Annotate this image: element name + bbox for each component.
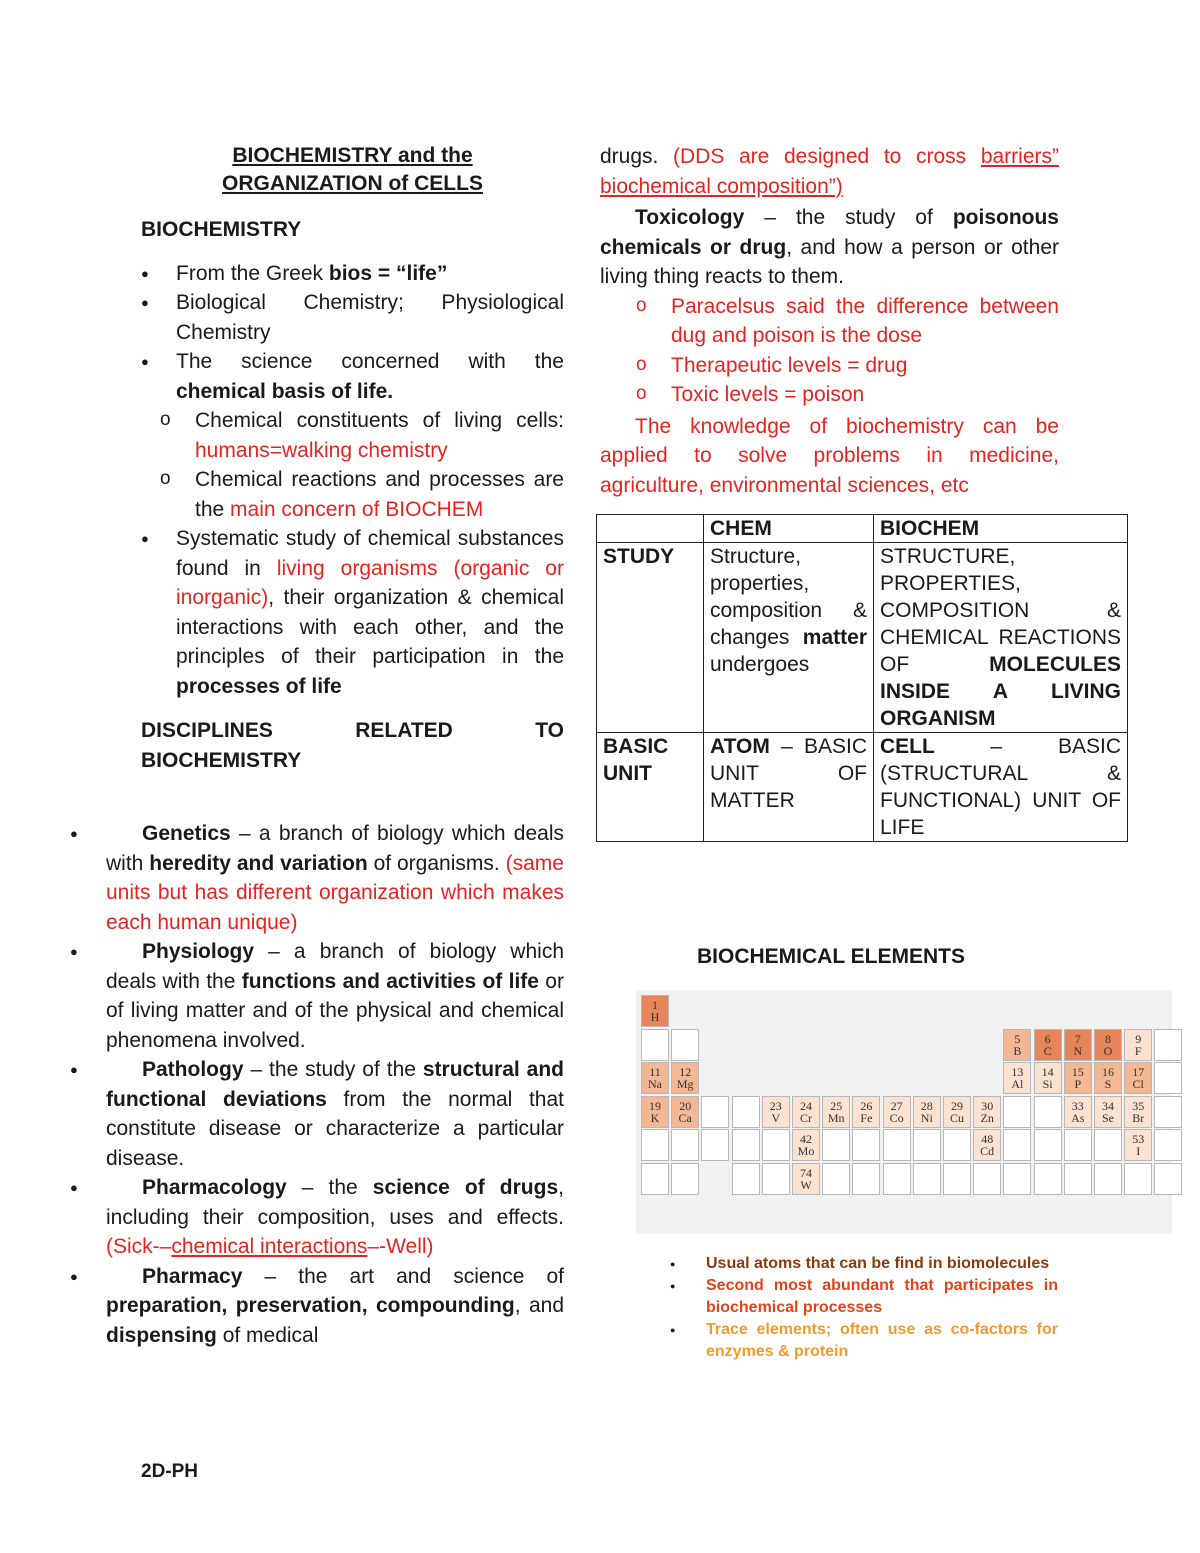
atomic-number: 13 (1011, 1065, 1024, 1079)
element-cell-empty (641, 1163, 669, 1195)
atomic-number: 25 (830, 1098, 843, 1113)
list-item: ● Systematic study of chemical substances found in living organisms (organic or inorganic), their organization & chemical interactions with each other, and the principles of their participation in the processes of life (141, 524, 564, 701)
element-symbol: Cr (800, 1110, 812, 1125)
element-cell-o (1094, 1029, 1122, 1061)
element-cell-empty (732, 1129, 760, 1161)
element-cell-empty (913, 1129, 941, 1161)
element-cell-c (1034, 1029, 1062, 1061)
element-cell-cr (792, 1096, 820, 1128)
element-symbol: N (1073, 1043, 1083, 1058)
row-label-basic-unit: BASIC UNIT (597, 733, 704, 842)
element-symbol: Zn (980, 1110, 994, 1125)
element-symbol: Ca (678, 1110, 692, 1125)
biochemistry-list-2 (141, 524, 564, 701)
toxicology-sublist (600, 292, 1059, 410)
row-label-study: STUDY (597, 543, 704, 733)
element-cell-empty (671, 1029, 699, 1061)
element-cell-empty (1034, 1163, 1062, 1195)
discipline-pharmacy: ● Pharmacy – the art and science of preparation, preservation, compounding, and dispensing of medical (106, 1262, 564, 1351)
element-symbol: O (1103, 1043, 1113, 1058)
element-cell-empty (1124, 1163, 1152, 1195)
legend-item: ● Usual atoms that can be find in biomolecules (670, 1253, 1058, 1275)
title-line-2: ORGANIZATION of CELLS (222, 172, 483, 195)
atomic-number: 16 (1102, 1065, 1114, 1079)
element-cell-empty (943, 1163, 971, 1195)
element-cell-empty (883, 1163, 911, 1195)
atomic-number: 74 (800, 1165, 812, 1180)
element-symbol: F (1134, 1043, 1142, 1058)
element-cell-empty (641, 1129, 669, 1161)
element-symbol: H (650, 1010, 660, 1024)
list-item: ● Biological Chemistry; Physiological Chemistry (141, 288, 564, 347)
element-cell-empty (1154, 1062, 1182, 1094)
document-title (141, 142, 564, 198)
element-symbol: Si (1042, 1077, 1053, 1091)
element-cell-empty (732, 1096, 760, 1128)
element-cell-f (1124, 1029, 1152, 1061)
table-row (597, 543, 1128, 733)
element-cell-empty (701, 1096, 729, 1128)
elements-legend (670, 1253, 1058, 1363)
atomic-number: 17 (1132, 1065, 1145, 1079)
atomic-number: 12 (679, 1065, 692, 1079)
element-cell-al (1003, 1062, 1031, 1094)
element-cell-empty (1154, 1163, 1182, 1195)
element-cell-empty (641, 1029, 669, 1061)
element-symbol: Br (1132, 1110, 1145, 1125)
element-cell-empty (1003, 1129, 1031, 1161)
element-cell-as (1064, 1096, 1092, 1128)
element-symbol: S (1104, 1077, 1112, 1091)
toxicology-paragraph: Toxicology – the study of poisonous chemicals or drug, and how a person or other living thing reacts to them. (600, 206, 1059, 288)
element-cell-br (1124, 1096, 1152, 1128)
element-cell-n (1064, 1029, 1092, 1061)
discipline-physiology: ● Physiology – a branch of biology which deals with the functions and activities of life or of living matter and of the physical and chemical phenomena involved. (106, 937, 564, 1055)
element-cell-ni (913, 1096, 941, 1128)
element-cell-mg (671, 1062, 699, 1094)
title-line-1: BIOCHEMISTRY and the (232, 144, 473, 167)
atomic-number: 20 (679, 1098, 692, 1113)
element-cell-empty (943, 1129, 971, 1161)
element-cell-empty (1003, 1163, 1031, 1195)
list-item: o Paracelsus said the difference between dug and poison is the dose (636, 292, 1059, 351)
element-symbol: V (771, 1110, 781, 1125)
atomic-number: 26 (860, 1098, 873, 1113)
table-cell (597, 515, 704, 543)
atomic-number: 42 (800, 1132, 812, 1146)
atomic-number: 34 (1102, 1098, 1114, 1113)
atomic-number: 27 (890, 1098, 903, 1113)
discipline-genetics: ● Genetics – a branch of biology which deals with heredity and variation of organisms. (same units but has different organization which makes each human unique) (106, 819, 564, 937)
element-cell-co (883, 1096, 911, 1128)
element-symbol: Al (1011, 1077, 1024, 1091)
element-cell-empty (1154, 1096, 1182, 1128)
atomic-number: 24 (800, 1098, 812, 1113)
atomic-number: 6 (1044, 1031, 1051, 1046)
element-cell-mn (822, 1096, 850, 1128)
list-item: o Chemical constituents of living cells: humans=walking chemistry (160, 406, 564, 465)
atomic-number: 48 (981, 1132, 994, 1146)
atomic-number: 1 (652, 998, 658, 1012)
element-cell-v (762, 1096, 790, 1128)
element-cell-empty (701, 1129, 729, 1161)
atomic-number: 5 (1014, 1031, 1021, 1046)
legend-item: ● Second most abundant that participates in biochemical processes (670, 1275, 1058, 1319)
element-symbol: C (1043, 1043, 1052, 1058)
element-symbol: K (650, 1110, 660, 1125)
element-cell-fe (852, 1096, 880, 1128)
element-cell-empty (852, 1163, 880, 1195)
element-symbol: W (800, 1177, 812, 1192)
list-item: o Chemical reactions and processes are the main concern of BIOCHEM (160, 465, 564, 524)
element-symbol: Cd (980, 1144, 995, 1158)
element-symbol: P (1074, 1077, 1082, 1091)
table-cell: Structure, properties, composition & changes matter undergoes (704, 543, 874, 733)
disciplines-section (106, 819, 564, 1350)
element-symbol: Mo (797, 1144, 815, 1158)
list-item: ● The science concerned with the chemical basis of life. (141, 347, 564, 406)
element-symbol: Mg (676, 1077, 694, 1091)
element-cell-empty (852, 1129, 880, 1161)
table-header-chem: CHEM (704, 515, 874, 543)
atomic-number: 35 (1132, 1098, 1145, 1113)
element-cell-b (1003, 1029, 1031, 1061)
element-symbol: Fe (860, 1110, 873, 1125)
list-item: o Therapeutic levels = drug (636, 351, 1059, 381)
element-cell-k (641, 1096, 669, 1128)
element-symbol: Na (648, 1077, 662, 1091)
knowledge-paragraph: The knowledge of biochemistry can be applied to solve problems in medicine, agriculture, environmental sciences, etc (600, 414, 1059, 497)
element-cell-empty (1094, 1163, 1122, 1195)
atomic-number: 9 (1135, 1031, 1142, 1046)
atomic-number: 33 (1071, 1098, 1084, 1113)
biochemistry-sublist (141, 406, 564, 524)
table-header-biochem: BIOCHEM (874, 515, 1128, 543)
element-symbol: Cu (949, 1110, 964, 1125)
element-cell-cl (1124, 1062, 1152, 1094)
list-item: ● From the Greek bios = “life” (141, 259, 564, 289)
atomic-number: 28 (920, 1098, 933, 1113)
element-symbol: Mn (827, 1110, 845, 1125)
element-cell-empty (822, 1163, 850, 1195)
biochemistry-list (141, 259, 564, 407)
element-cell-empty (1064, 1129, 1092, 1161)
atomic-number: 8 (1105, 1031, 1111, 1046)
element-cell-empty (1034, 1096, 1062, 1128)
element-symbol: B (1013, 1043, 1022, 1058)
left-column (141, 142, 564, 789)
element-cell-zn (973, 1096, 1001, 1128)
element-cell-se (1094, 1096, 1122, 1128)
atomic-number: 30 (981, 1098, 994, 1113)
element-cell-w (792, 1163, 820, 1195)
element-symbol: Cl (1132, 1077, 1144, 1091)
element-cell-cd (973, 1129, 1001, 1161)
atomic-number: 53 (1132, 1132, 1145, 1146)
element-cell-empty (671, 1129, 699, 1161)
element-cell-empty (1154, 1129, 1182, 1161)
atomic-number: 15 (1071, 1065, 1084, 1079)
footer-label: 2D-PH (141, 1461, 199, 1482)
table-cell: CELL – BASIC (STRUCTURAL & FUNCTIONAL) UNIT OF LIFE (874, 733, 1128, 842)
element-cell-empty (762, 1129, 790, 1161)
table-cell: STRUCTURE, PROPERTIES, COMPOSITION & CHEMICAL REACTIONS OF MOLECULES INSIDE A LIVING ORGANISM (874, 543, 1128, 733)
list-item: o Toxic levels = poison (636, 380, 1059, 410)
element-cell-h (641, 995, 669, 1027)
atomic-number: 7 (1074, 1031, 1081, 1046)
element-cell-empty (762, 1163, 790, 1195)
element-cell-empty (732, 1163, 760, 1195)
element-cell-empty (1034, 1129, 1062, 1161)
right-column (600, 142, 1059, 500)
table-row (597, 515, 1128, 543)
element-cell-empty (1003, 1096, 1031, 1128)
atomic-number: 29 (951, 1098, 963, 1113)
element-cell-empty (822, 1129, 850, 1161)
atomic-number: 11 (649, 1065, 661, 1079)
element-cell-na (641, 1062, 669, 1094)
element-cell-cu (943, 1096, 971, 1128)
element-symbol: Ni (920, 1110, 933, 1125)
element-cell-empty (1094, 1129, 1122, 1161)
element-cell-empty (883, 1129, 911, 1161)
legend-item: ● Trace elements; often use as co-factors for enzymes & protein (670, 1319, 1058, 1363)
atomic-number: 14 (1041, 1065, 1054, 1079)
element-symbol: Se (1102, 1110, 1114, 1125)
element-cell-empty (913, 1163, 941, 1195)
element-cell-empty (1064, 1163, 1092, 1195)
disciplines-list (106, 819, 564, 1350)
drugs-paragraph: drugs. (DDS are designed to cross barriers” biochemical composition”) (600, 145, 1059, 198)
table-row (597, 733, 1128, 842)
element-cell-ca (671, 1096, 699, 1128)
disciplines-heading: DISCIPLINES RELATED TO BIOCHEMISTRY (141, 719, 564, 772)
biochemical-elements-heading: BIOCHEMICAL ELEMENTS (697, 945, 965, 968)
element-cell-empty (671, 1163, 699, 1195)
chem-biochem-table (596, 514, 1128, 842)
element-symbol: I (1136, 1144, 1141, 1158)
discipline-pharmacology: ● Pharmacology – the science of drugs, including their composition, uses and effects. (Sick-–chemical interactions–-Well) (106, 1173, 564, 1262)
atomic-number: 23 (769, 1098, 782, 1113)
element-cell-s (1094, 1062, 1122, 1094)
biochemistry-heading: BIOCHEMISTRY (141, 218, 302, 241)
element-cell-si (1034, 1062, 1062, 1094)
atomic-number: 19 (649, 1098, 661, 1113)
periodic-table-image (636, 990, 1172, 1234)
element-cell-empty (973, 1163, 1001, 1195)
element-cell-empty (1154, 1029, 1182, 1061)
discipline-pathology: ● Pathology – the study of the structural and functional deviations from the normal that constitute disease or characterize a particular disease. (106, 1055, 564, 1173)
table-cell: ATOM – BASIC UNIT OF MATTER (704, 733, 874, 842)
element-symbol: Co (889, 1110, 904, 1125)
element-symbol: As (1071, 1110, 1085, 1125)
element-cell-mo (792, 1129, 820, 1161)
element-cell-i (1124, 1129, 1152, 1161)
element-cell-p (1064, 1062, 1092, 1094)
